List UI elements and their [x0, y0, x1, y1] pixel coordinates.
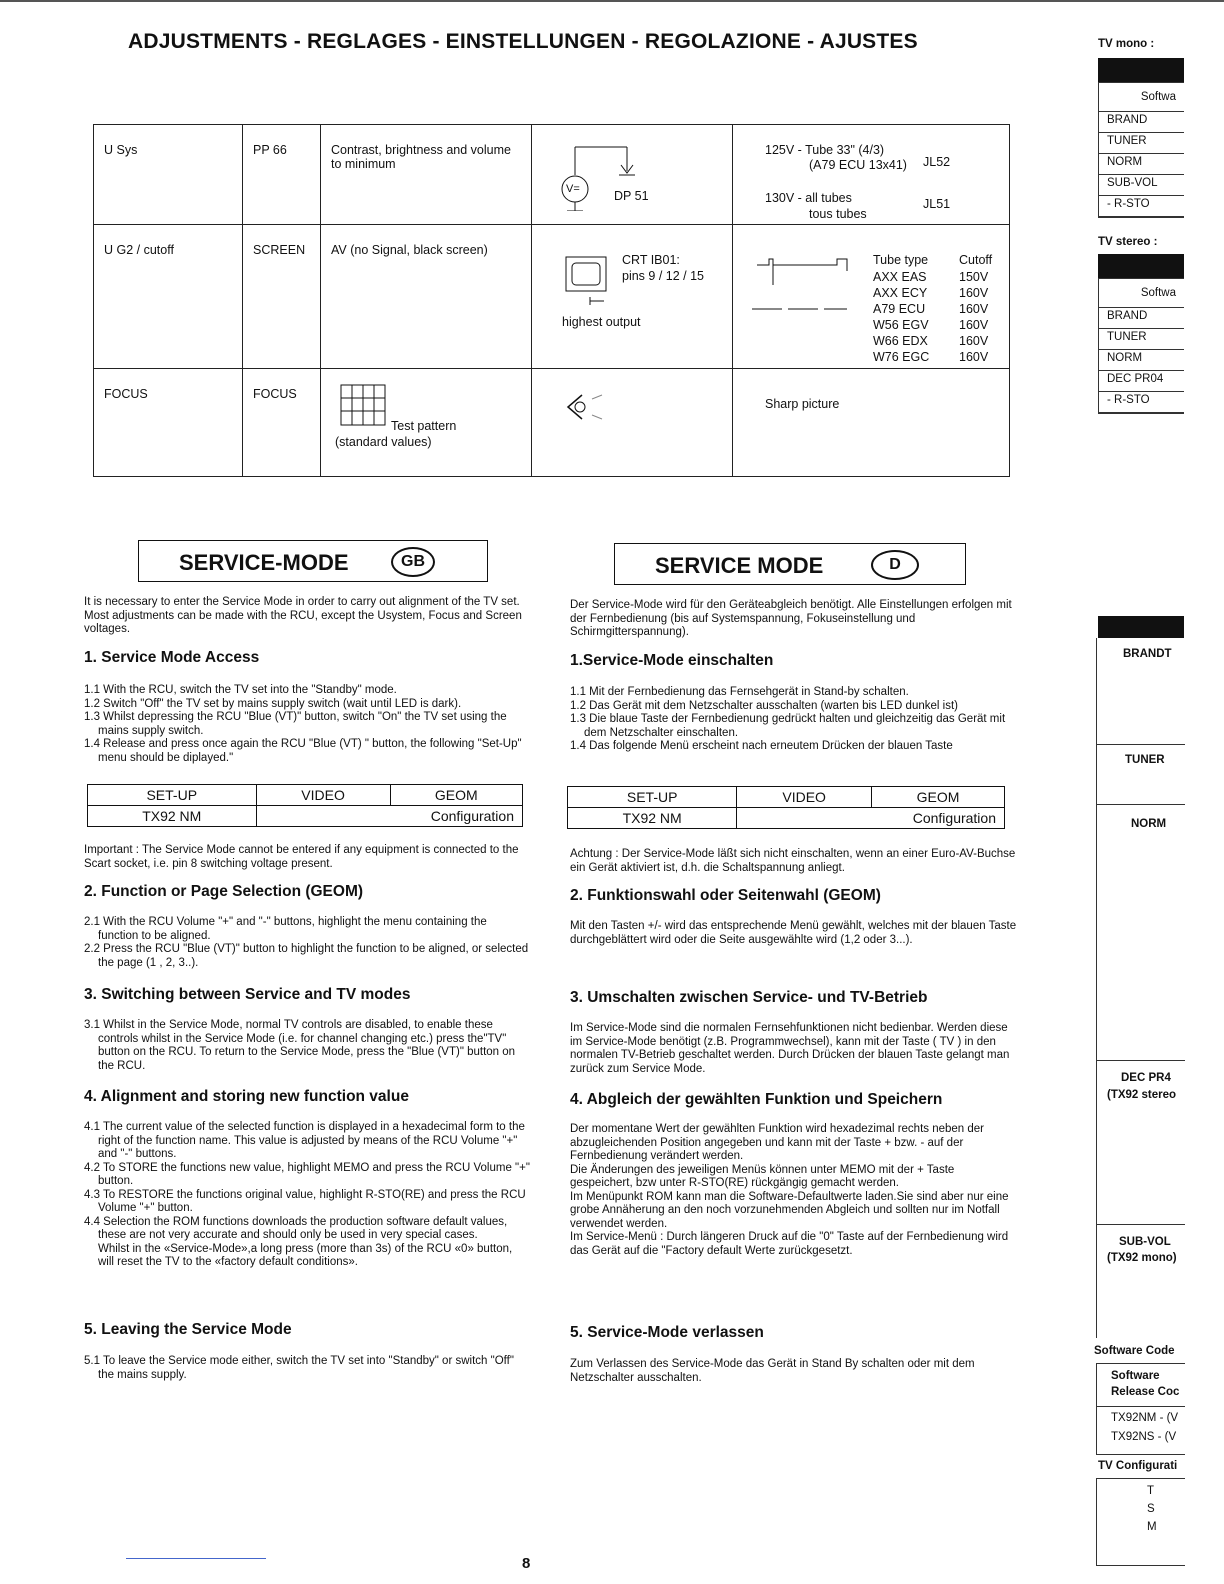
gb-steps-5 [84, 1355, 530, 1382]
list-item: 1.4 Release and press once again the RCU "Blue (VT) " button, the following "Set-Up" menu should be diplayed." [84, 738, 522, 764]
list-item: 1.2 Das Gerät mit dem Netzschalter ausschalten (warten bis LED dunkel ist) [570, 699, 958, 712]
column-item: (TX92 mono) [1107, 1252, 1177, 1264]
header-bar [1098, 616, 1184, 638]
de-important: Achtung : Der Service-Mode läßt sich nicht einschalten, wenn an einer Euro-AV-Buchse ein Gerät aktiviert ist, d.h. die Schaltspannung anliegt. [570, 848, 1016, 874]
menu-cell: Configuration [737, 808, 1005, 829]
software-code-label: Software Code [1094, 1345, 1175, 1357]
list-item: DEC PR04 [1099, 371, 1184, 392]
mono-menu-list [1098, 82, 1184, 218]
cell-diagram [532, 369, 733, 477]
gb-important: Important : The Service Mode cannot be entered if any equipment is connected to the Scart socket, i.e. pin 8 switching voltage present. [84, 844, 519, 870]
value-line: tous tubes [809, 207, 867, 221]
list-item: W76 EGC 160V [873, 350, 989, 364]
menu-cell: TX92 NM [568, 808, 737, 829]
cutoff-header: Tube type [873, 253, 929, 267]
list-item: 5.1 To leave the Service mode either, switch the TV set into "Standby" or switch "Off" the mains supply. [84, 1355, 514, 1381]
de-steps-4 [570, 1123, 1018, 1258]
menu-cell: Configuration [256, 806, 522, 827]
list-item: TUNER [1099, 133, 1184, 154]
section-title: SERVICE-MODE [179, 550, 349, 575]
gb-heading-3: 3. Switching between Service and TV modes [84, 986, 411, 1003]
de-steps-3 [570, 1022, 1018, 1076]
list-item: Im Service-Mode sind die normalen Fernsehfunktionen nicht bedienbar. Werden diese im Service-Mode benötigt (z.B. Programmwechsel), kann mit der Taste ( TV ) in den normalen TV-Betrieb geschaltet werden. Durch Drücken der blauen Taste gelangt man zurück zum Service Mode. [570, 1022, 1010, 1075]
cell-values: Sharp picture [733, 369, 1010, 477]
divider [1097, 1224, 1185, 1225]
de-heading-3: 3. Umschalten zwischen Service- und TV-Betrieb [570, 989, 928, 1006]
list-item: 4.3 To RESTORE the functions original value, highlight R-STO(RE) and press the RCU Volume "+" button. [84, 1188, 526, 1214]
gb-heading-5: 5. Leaving the Service Mode [84, 1321, 292, 1338]
menu-cell: SET-UP [88, 785, 257, 806]
service-mode-de-header [614, 543, 966, 585]
tv-configuration-label: TV Configurati [1098, 1460, 1178, 1472]
list-item: 1.2 Switch "Off" the TV set by mains supply switch (wait until LED is dark). [84, 697, 462, 710]
settings-column [1096, 638, 1185, 1338]
list-item: S [1147, 1503, 1155, 1515]
list-item: A79 ECU 160V [873, 302, 989, 316]
gb-intro: It is necessary to enter the Service Mode in order to carry out alignment of the TV set. Most adjustments can be made with the RCU, except the Usystem, Focus and Screen voltages. [84, 596, 522, 635]
list-item: 2.2 Press the RCU "Blue (VT)" button to highlight the function to be aligned, or selected the page (1 , 2, 3..). [84, 943, 529, 969]
condition-label: (standard values) [335, 435, 432, 449]
list-item: 3.1 Whilst in the Service Mode, normal TV controls are disabled, to enable these controls whilst in the Service Mode (i.e. for channel changing etc.) press the"TV" button on the RCU. To return to the Service Mode, press the "Blue (VT)" button on the RCU. [84, 1019, 516, 1072]
de-heading-2: 2. Funktionswahl oder Seitenwahl (GEOM) [570, 887, 881, 904]
column-item: TUNER [1125, 754, 1165, 766]
divider [1097, 1060, 1185, 1061]
top-rule [0, 0, 1224, 2]
cell-diagram [532, 125, 733, 225]
de-steps-5 [570, 1358, 1018, 1385]
header-bar [1098, 254, 1184, 278]
software-code-box [1096, 1363, 1185, 1455]
value-line: 125V - Tube 33" (4/3) [765, 143, 885, 157]
footer-rule [126, 1558, 266, 1559]
cutoff-list [873, 269, 988, 365]
list-item: TX92NS - (V [1111, 1431, 1177, 1443]
gb-steps-1 [84, 684, 530, 765]
list-item: Die Änderungen des jeweiligen Menüs können unter MEMO mit der + Taste gespeichert, bzw unter R-STO(RE) rückgängig gemacht werden. [570, 1163, 955, 1189]
column-item: BRANDT [1123, 648, 1172, 660]
cell-point: PP 66 [243, 125, 321, 225]
column-item: DEC PR4 [1121, 1072, 1171, 1084]
adjustment-table [93, 124, 1010, 477]
gb-heading-2: 2. Function or Page Selection (GEOM) [84, 883, 364, 900]
section-title: SERVICE MODE [655, 553, 824, 578]
list-item: Zum Verlassen des Service-Mode das Gerät in Stand By schalten oder mit dem Netzschalter ausschalten. [570, 1358, 975, 1384]
list-item: 1.1 Mit der Fernbedienung das Fernsehgerät in Stand-by schalten. [570, 686, 909, 698]
condition-label: Test pattern [391, 419, 457, 433]
diagram-label: DP 51 [614, 189, 649, 203]
de-steps-1 [570, 686, 1018, 754]
gb-heading-1: 1. Service Mode Access [84, 649, 260, 666]
value-line: 130V - all tubes [765, 191, 852, 205]
menu-cell: VIDEO [737, 787, 872, 808]
de-heading-4: 4. Abgleich der gewählten Funktion und Speichern [570, 1091, 943, 1108]
list-item: AXX ECY 160V [873, 286, 989, 300]
table-row [94, 125, 1010, 225]
list-item: Whilst in the «Service-Mode»,a long press (more than 3s) of the RCU «0» button, will reset the TV to the «factory default conditions». [98, 1242, 513, 1268]
cutoff-header: Cutoff [959, 253, 993, 267]
cell-diagram [532, 225, 733, 369]
column-item: (TX92 stereo [1107, 1089, 1177, 1101]
list-item: 1.3 Die blaue Taste der Fernbedienung gedrückt halten und gleichzeitig das Gerät mit dem Netzschalter einschalten. [570, 713, 1006, 739]
country-badge: GB [391, 547, 435, 577]
table-row [94, 369, 1010, 477]
list-item: - R-STO [1099, 196, 1184, 217]
gb-steps-3 [84, 1019, 530, 1073]
list-item: Der momentane Wert der gewählten Funktion wird hexadezimal rechts neben der abzugleichenden Position angegeben und kann mit der Taste + bzw. - auf der Fernbedienung verändert werden. [570, 1123, 984, 1162]
diagram-label: pins 9 / 12 / 15 [622, 269, 705, 283]
list-item: NORM [1099, 154, 1184, 175]
cell-condition: AV (no Signal, black screen) [321, 225, 532, 369]
cell-condition: Contrast, brightness and volume to minimum [321, 125, 532, 225]
list-item: - R-STO [1099, 392, 1184, 413]
sw-release-label: Software [1111, 1370, 1160, 1382]
list-item: AXX EAS 150V [873, 270, 989, 284]
list-item: 1.1 With the RCU, switch the TV set into the "Standby" mode. [84, 684, 397, 696]
diagram-label: highest output [562, 315, 641, 329]
cell-point: SCREEN [243, 225, 321, 369]
list-item: TUNER [1099, 329, 1184, 350]
country-badge: D [871, 550, 919, 580]
de-menu-table [567, 786, 1005, 829]
gb-menu-table [87, 784, 523, 827]
list-item: Softwa [1099, 279, 1184, 308]
list-item: 1.3 Whilst depressing the RCU "Blue (VT)" button, switch "On" the TV set using the mains supply switch. [84, 711, 507, 737]
column-item: SUB-VOL [1119, 1236, 1171, 1248]
service-mode-gb-header [138, 540, 488, 582]
menu-cell: GEOM [390, 785, 522, 806]
list-item: 1.4 Das folgende Menü erscheint nach erneutem Drücken der blauen Taste [570, 740, 953, 752]
stereo-menu-list [1098, 278, 1184, 414]
cell-condition [321, 369, 532, 477]
menu-cell: TX92 NM [88, 806, 257, 827]
list-item: M [1147, 1521, 1157, 1533]
cell-values [733, 225, 1010, 369]
tv-mono-label: TV mono : [1098, 38, 1155, 50]
gb-heading-4: 4. Alignment and storing new function value [84, 1088, 409, 1105]
table-row [94, 225, 1010, 369]
list-item: W66 EDX 160V [873, 334, 989, 348]
crt-diagram-icon [560, 251, 610, 311]
cell-name: U G2 / cutoff [94, 225, 243, 369]
tv-stereo-label: TV stereo : [1098, 236, 1158, 248]
page-title: ADJUSTMENTS - REGLAGES - EINSTELLUNGEN - REGOLAZIONE - AJUSTES [128, 30, 918, 53]
divider [1097, 744, 1185, 745]
tv-configuration-box [1096, 1478, 1185, 1566]
list-item: W56 EGV 160V [873, 318, 989, 332]
list-item: 4.2 To STORE the functions new value, highlight MEMO and press the RCU Volume "+" button. [84, 1161, 530, 1187]
list-item: BRAND [1099, 112, 1184, 133]
value-line: (A79 ECU 13x41) [809, 158, 907, 172]
sw-release-label: Release Coc [1111, 1386, 1180, 1398]
de-intro: Der Service-Mode wird für den Geräteabgleich benötigt. Alle Einstellungen erfolgen mit der Fernbedienung (bis auf Systemspannung, Fokuseinstellung und Schirmgitterspannung). [570, 599, 1012, 638]
list-item: T [1147, 1485, 1155, 1497]
gb-steps-2 [84, 916, 530, 970]
de-heading-1: 1.Service-Mode einschalten [570, 652, 774, 669]
page-number: 8 [522, 1555, 531, 1572]
header-bar [1098, 58, 1184, 82]
divider [1097, 804, 1185, 805]
test-pattern-icon [339, 383, 389, 429]
list-item: 2.1 With the RCU Volume "+" and "-" buttons, highlight the menu containing the function to be aligned. [84, 916, 487, 942]
list-item: Im Service-Menü : Durch längeren Druck auf die "0" Taste auf der Fernbedienung wird das Gerät auf die "Factory default Werte zurückgesetzt. [570, 1231, 1009, 1257]
value-line: JL52 [923, 155, 951, 169]
list-item: BRAND [1099, 308, 1184, 329]
menu-cell: SET-UP [568, 787, 737, 808]
de-heading-5: 5. Service-Mode verlassen [570, 1324, 764, 1341]
de-steps-2 [570, 920, 1018, 947]
list-item: Softwa [1099, 83, 1184, 112]
cutoff-waveform-icon [747, 255, 867, 315]
eye-icon [562, 389, 612, 429]
list-item: Im Menüpunkt ROM kann man die Software-Defaultwerte laden.Sie sind aber nur eine grobe Annäherung an den noch vorzunehmenden Abgleich und sollten nur im Notfall verwendet werden. [570, 1190, 1009, 1230]
cell-name: U Sys [94, 125, 243, 225]
list-item: SUB-VOL [1099, 175, 1184, 196]
list-item: 4.1 The current value of the selected function is displayed in a hexadecimal form to the right of the function name. This value is adjusted by means of the RCU Volume "+" and "-" buttons. [84, 1121, 525, 1160]
cell-point: FOCUS [243, 369, 321, 477]
value-line: JL51 [923, 197, 951, 211]
menu-cell: VIDEO [256, 785, 390, 806]
cell-values [733, 125, 1010, 225]
list-item: NORM [1099, 350, 1184, 371]
list-item: 4.4 Selection the ROM functions downloads the production software default values, these are not very accurate and should only be used in very special cases. [84, 1215, 508, 1241]
gb-steps-4 [84, 1121, 530, 1270]
list-item: TX92NM - (V [1111, 1412, 1179, 1424]
list-item: Mit den Tasten +/- wird das entsprechende Menü gewählt, welches mit der blauen Taste durchgeblättert wird oder die Seite ausgewählte wird (1,2 oder 3...). [570, 920, 1017, 946]
meter-label: V= [566, 183, 580, 195]
diagram-label: CRT IB01: [622, 253, 680, 267]
cell-name: FOCUS [94, 369, 243, 477]
column-item: NORM [1131, 818, 1167, 830]
divider [1097, 1406, 1185, 1407]
menu-cell: GEOM [872, 787, 1005, 808]
